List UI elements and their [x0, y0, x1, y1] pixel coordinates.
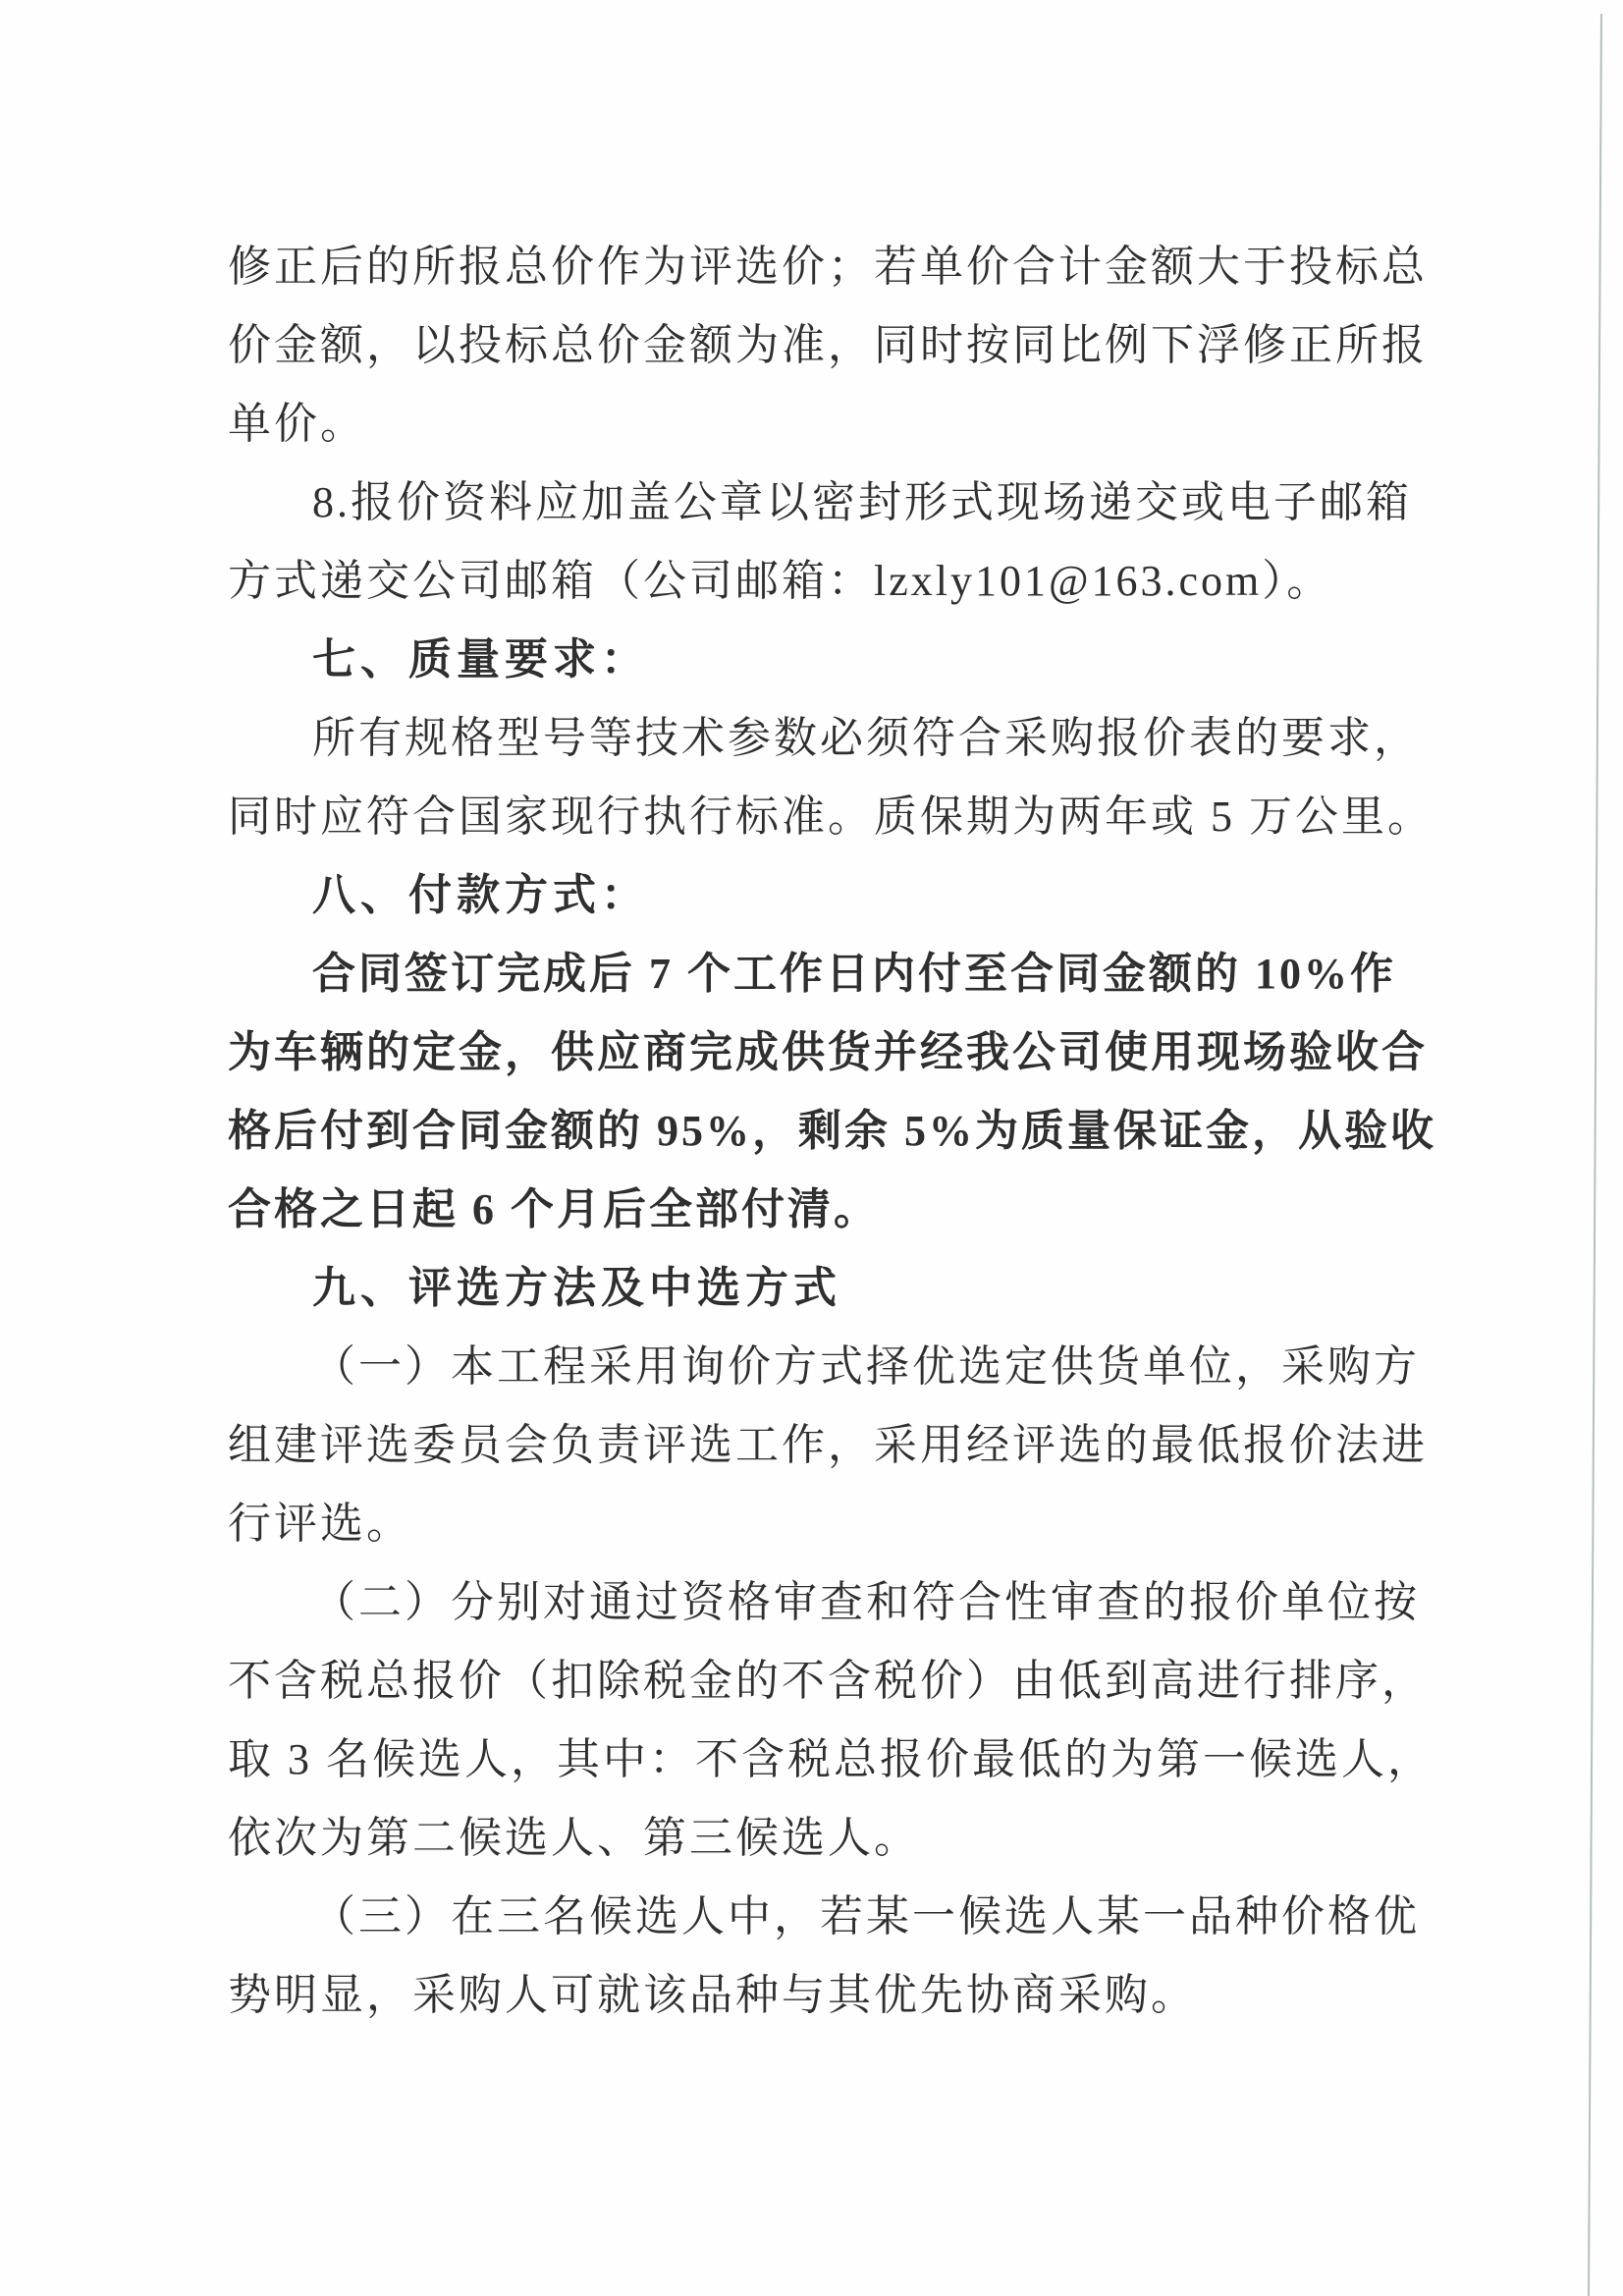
text-line: 八、付款方式：: [312, 871, 649, 919]
text-line: 方式递交公司邮箱（公司邮箱：lzxly101@163.com）。: [228, 557, 1333, 605]
section-heading: [228, 621, 1421, 699]
text-line: 合同签订完成后 7 个工作日内付至合同金额的 10%作: [312, 950, 1396, 998]
text-line: 所有规格型号等技术参数必须符合采购报价表的要求，: [312, 714, 1420, 762]
text-line: （三）在三名候选人中，若某一候选人某一品种价格优: [312, 1892, 1420, 1941]
paragraph: [228, 1563, 1434, 1878]
paragraph: [228, 464, 1421, 621]
text-line: 为车辆的定金，供应商完成供货并经我公司使用现场验收合: [228, 1028, 1428, 1076]
scan-edge-line: [1588, 14, 1602, 2296]
text-line: 合格之日起 6 个月后全部付清。: [228, 1185, 880, 1233]
paragraph: [228, 228, 1428, 464]
paragraph: [228, 1328, 1428, 1563]
text-line: （二）分别对通过资格审查和符合性审查的报价单位按: [312, 1578, 1420, 1626]
document-text-area: [228, 228, 1436, 2035]
text-line: 七、质量要求：: [312, 635, 649, 683]
text-line: 价金额，以投标总价金额为准，同时按同比例下浮修正所报: [228, 321, 1428, 369]
text-line: 势明显，采购人可就该品种与其优先协商采购。: [228, 1971, 1197, 2019]
text-line: 单价。: [228, 400, 366, 448]
text-line: 组建评选委员会负责评选工作，采用经评选的最低报价法进: [228, 1421, 1428, 1469]
paragraph: [228, 699, 1434, 856]
text-line: 九、评选方法及中选方式: [312, 1264, 841, 1312]
text-line: 8.报价资料应加盖公章以密封形式现场递交或电子邮箱: [312, 478, 1412, 526]
text-line: 格后付到合同金额的 95%，剩余 5%为质量保证金，从验收: [228, 1107, 1436, 1155]
paragraph: [228, 935, 1436, 1249]
section-heading: [228, 1249, 1421, 1328]
text-line: 取 3 名候选人，其中：不含税总报价最低的为第一候选人，: [228, 1735, 1434, 1783]
section-heading: [228, 856, 1421, 935]
text-line: 同时应符合国家现行执行标准。质保期为两年或 5 万公里。: [228, 793, 1434, 841]
text-line: 修正后的所报总价作为评选价；若单价合计金额大于投标总: [228, 243, 1428, 291]
text-line: （一）本工程采用询价方式择优选定供货单位，采购方: [312, 1342, 1420, 1391]
paragraph: [228, 1878, 1421, 2035]
text-line: 行评选。: [228, 1500, 412, 1548]
text-line: 不含税总报价（扣除税金的不含税价）由低到高进行排序，: [228, 1657, 1428, 1705]
text-line: 依次为第二候选人、第三候选人。: [228, 1814, 920, 1862]
